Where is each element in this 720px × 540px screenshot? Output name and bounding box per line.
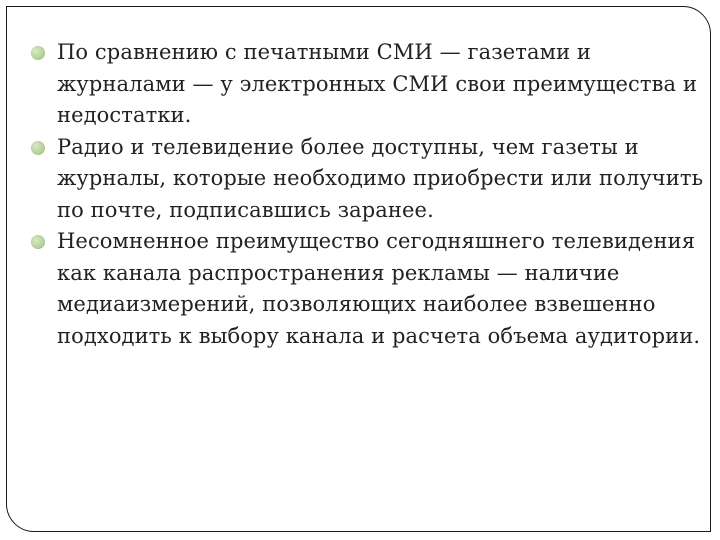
bullet-icon bbox=[31, 46, 45, 60]
bullet-text: Радио и телевидение более доступны, чем газеты и журналы, которые необходимо приобрести или получить по почте, подписавшись заранее. bbox=[57, 134, 704, 222]
bullet-item-media-measurement bbox=[33, 226, 708, 352]
slide-content bbox=[33, 37, 708, 352]
bullet-text: Несомненное преимущество сегодняшнего телевидения как канала распространения рекламы — наличие медиаизмерений, позволяющих наиболее взвешенно подходить к выбору канала и расчета объема аудитории. bbox=[57, 229, 701, 348]
bullet-icon bbox=[31, 235, 45, 249]
bullet-text: По сравнению с печатными СМИ — газетами и журналами — у электронных СМИ свои преимущества и недостатки. bbox=[57, 40, 698, 127]
bullet-list bbox=[33, 37, 708, 352]
bullet-item-print-vs-electronic bbox=[33, 37, 708, 132]
bullet-item-accessibility bbox=[33, 132, 708, 227]
slide-frame bbox=[6, 6, 711, 532]
bullet-icon bbox=[31, 141, 45, 155]
